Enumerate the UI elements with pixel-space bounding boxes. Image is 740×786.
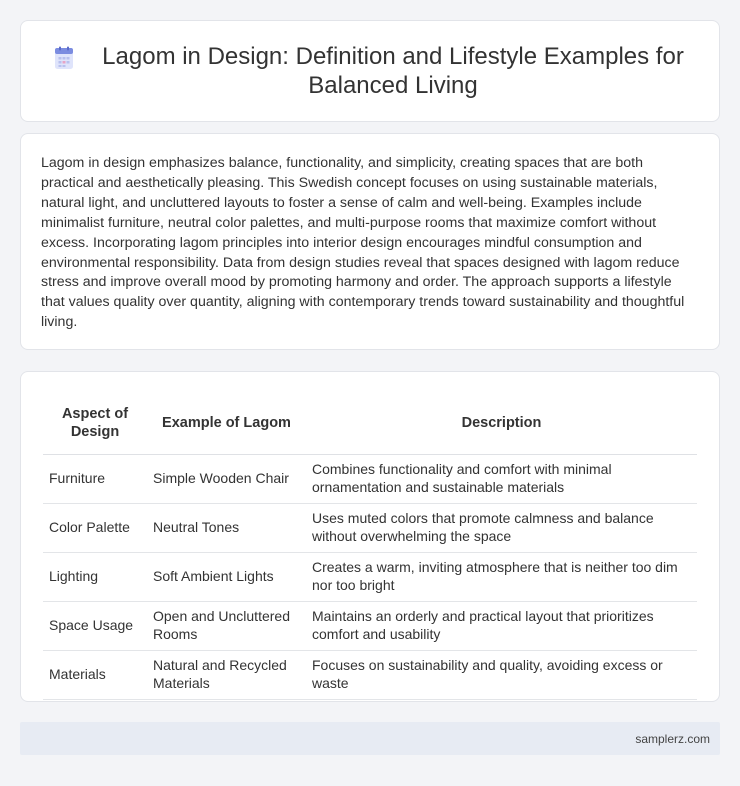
table-row — [43, 650, 697, 699]
header-aspect: Aspect of Design — [43, 392, 147, 454]
cell-example: Natural and Recycled Materials — [147, 650, 306, 699]
document-icon — [51, 45, 77, 71]
page-title: Lagom in Design: Definition and Lifestyle Examples for Balanced Living — [102, 43, 684, 99]
cell-example: Neutral Tones — [147, 503, 306, 552]
cell-aspect: Furniture — [43, 454, 147, 503]
cell-description: Focuses on sustainability and quality, avoiding excess or waste — [306, 650, 697, 699]
header-card — [20, 20, 720, 122]
table-header-row — [43, 392, 697, 454]
cell-aspect: Color Palette — [43, 503, 147, 552]
cell-description: Creates a warm, inviting atmosphere that is neither too dim nor too bright — [306, 552, 697, 601]
cell-aspect: Space Usage — [43, 601, 147, 650]
header-example: Example of Lagom — [147, 392, 306, 454]
cell-aspect: Lighting — [43, 552, 147, 601]
cell-example: Simple Wooden Chair — [147, 454, 306, 503]
header — [21, 21, 719, 121]
intro-card — [20, 133, 720, 350]
footer — [20, 722, 720, 755]
cell-example: Open and Uncluttered Rooms — [147, 601, 306, 650]
table-card — [20, 371, 720, 702]
intro-paragraph: Lagom in design emphasizes balance, functionality, and simplicity, creating spaces that are both practical and aesthetically pleasing. This Swedish concept focuses on using sustainable materials, natural light, and uncluttered layouts to foster a sense of calm and well-being. Examples include minimalist furniture, neutral color palettes, and multi-purpose rooms that maximize comfort without excess. Incorporating lagom principles into interior design encourages mindful consumption and environmental responsibility. Data from design studies reveal that spaces designed with lagom reduce stress and improve overall mood by promoting harmony and order. The approach supports a lifestyle that values quality over quantity, aligning with contemporary trends toward sustainability and thoughtful living. — [41, 155, 685, 331]
lagom-table — [43, 392, 697, 700]
table-row — [43, 503, 697, 552]
cell-description: Combines functionality and comfort with minimal ornamentation and sustainable materials — [306, 454, 697, 503]
table-row — [43, 454, 697, 503]
cell-example: Soft Ambient Lights — [147, 552, 306, 601]
cell-aspect: Materials — [43, 650, 147, 699]
header-description: Description — [306, 392, 697, 454]
table-row — [43, 552, 697, 601]
cell-description: Maintains an orderly and practical layout that prioritizes comfort and usability — [306, 601, 697, 650]
cell-description: Uses muted colors that promote calmness and balance without overwhelming the space — [306, 503, 697, 552]
table-row — [43, 601, 697, 650]
footer-site-link[interactable]: samplerz.com — [635, 731, 710, 746]
